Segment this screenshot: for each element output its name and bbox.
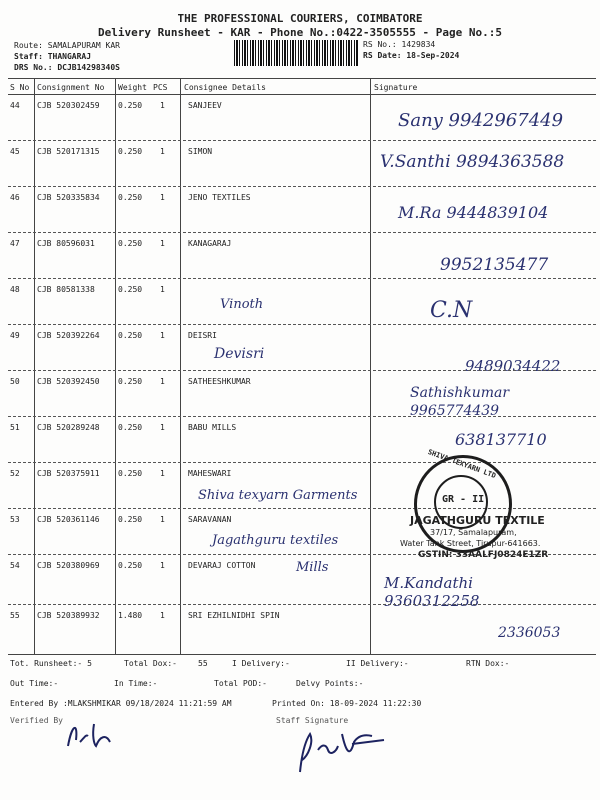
- row-sno: 52: [10, 469, 20, 478]
- row-pcs: 1: [160, 331, 165, 340]
- staff-signature: [292, 722, 402, 782]
- row-consignment: CJB 520361146: [37, 515, 100, 524]
- stamp-line3: Water Tank Street, Tirupur-641663.: [400, 539, 541, 548]
- row-handwritten-name: Vinoth: [220, 297, 264, 312]
- row-pcs: 1: [160, 611, 165, 620]
- row-consignee: KANAGARAJ: [188, 239, 232, 248]
- row-signature: 9952135477: [440, 255, 549, 275]
- col-consignee: Consignee Details: [184, 83, 266, 92]
- row-divider: [8, 278, 596, 279]
- row-consignment: CJB 520392450: [37, 377, 100, 386]
- verified-by-label: Verified By: [10, 716, 63, 725]
- entered-by: Entered By :MLAKSHMIKAR 09/18/2024 11:21:59 AM: [10, 699, 232, 708]
- drs-label: DRS No.: DCJB14298340S: [14, 63, 120, 72]
- verifier-signature: [60, 716, 130, 752]
- row-signature: 9489034422: [465, 357, 561, 375]
- row-pcs: 1: [160, 101, 165, 110]
- row-sno: 50: [10, 377, 20, 386]
- row-consignee: DEVARAJ COTTON: [188, 561, 256, 570]
- row-consignee: SARAVANAN: [188, 515, 232, 524]
- col-divider: [115, 78, 116, 654]
- row-weight: 0.250: [118, 239, 143, 248]
- row-weight: 0.250: [118, 423, 143, 432]
- row-sno: 44: [10, 101, 20, 110]
- row-weight: 0.250: [118, 469, 143, 478]
- stamp-line2: 37/17, Samalapuram,: [430, 528, 517, 537]
- col-divider: [34, 78, 35, 654]
- delvy-points-label: Delvy Points:-: [296, 679, 364, 688]
- row-consignment: CJB 80581338: [37, 285, 95, 294]
- row-consignee: MAHESWARI: [188, 469, 232, 478]
- row-consignment: CJB 520392264: [37, 331, 100, 340]
- row-handwritten-name: Devisri: [214, 346, 265, 362]
- row-sno: 54: [10, 561, 20, 570]
- row-divider: [8, 186, 596, 187]
- row-consignment: CJB 520380969: [37, 561, 100, 570]
- row-weight: 0.250: [118, 377, 143, 386]
- row-pcs: 1: [160, 285, 165, 294]
- rs-no-label: RS No.: 1429834: [363, 40, 436, 49]
- row-weight: 0.250: [118, 193, 143, 202]
- row-weight: 1.480: [118, 611, 143, 620]
- row-divider: [8, 324, 596, 325]
- row-sno: 45: [10, 147, 20, 156]
- company-title: THE PROFESSIONAL COURIERS, COIMBATORE: [177, 12, 423, 25]
- row-signature: C.N: [430, 298, 473, 323]
- row-signature: M.Ra 9444839104: [398, 203, 549, 222]
- row-divider: [8, 370, 596, 371]
- row-consignment: CJB 520302459: [37, 101, 100, 110]
- row-signature: V.Santhi 9894363588: [380, 152, 565, 172]
- row-signature: Sany 9942967449: [398, 110, 564, 131]
- tot-runsheet: Tot. Runsheet:- 5: [10, 659, 92, 668]
- stamp-ring-text: SHIVA TEXYARN LTD: [426, 447, 497, 481]
- row-sno: 48: [10, 285, 20, 294]
- row-consignee: SANJEEV: [188, 101, 222, 110]
- in-time-label: In Time:-: [114, 679, 158, 688]
- table-header-rule: [8, 94, 596, 95]
- total-dox-value: 55: [198, 659, 208, 668]
- i-delivery-label: I Delivery:-: [232, 659, 290, 668]
- row-pcs: 1: [160, 423, 165, 432]
- row-handwritten-name: Shiva texyarn Garments: [198, 488, 358, 503]
- stamp-center-text: GR - II: [442, 494, 485, 505]
- row-consignment: CJB 520389932: [37, 611, 100, 620]
- row-pcs: 1: [160, 469, 165, 478]
- row-weight: 0.250: [118, 285, 143, 294]
- row-consignment: CJB 520171315: [37, 147, 100, 156]
- row-consignment: CJB 80596031: [37, 239, 95, 248]
- row-weight: 0.250: [118, 101, 143, 110]
- total-dox-label: Total Dox:-: [124, 659, 177, 668]
- staff-signature-label: Staff Signature: [276, 716, 349, 725]
- row-consignee: SATHEESHKUMAR: [188, 377, 251, 386]
- printed-on: Printed On: 18-09-2024 11:22:30: [272, 699, 422, 708]
- row-consignment: CJB 520335834: [37, 193, 100, 202]
- row-sno: 47: [10, 239, 20, 248]
- out-time-label: Out Time:-: [10, 679, 59, 688]
- col-pcs: PCS: [153, 83, 168, 92]
- stamp-line1: JAGATHGURU TEXTILE: [410, 514, 545, 527]
- col-consignment: Consignment No: [37, 83, 105, 92]
- col-sno: S No: [10, 83, 30, 92]
- table-bottom-rule: [8, 654, 596, 655]
- row-pcs: 1: [160, 147, 165, 156]
- row-divider: [8, 416, 596, 417]
- row-pcs: 1: [160, 239, 165, 248]
- row-weight: 0.250: [118, 515, 143, 524]
- row-pcs: 1: [160, 515, 165, 524]
- runsheet-title: Delivery Runsheet - KAR - Phone No.:0422-3505555 - Page No.:5: [98, 26, 502, 39]
- row-sno: 49: [10, 331, 20, 340]
- stamp-line4: GSTIN: 33AALFJ0824E1ZR: [418, 550, 549, 560]
- row-consignee: JENO TEXTILES: [188, 193, 251, 202]
- row-pcs: 1: [160, 377, 165, 386]
- row-consignee: BABU MILLS: [188, 423, 237, 432]
- row-handwritten-name: Mills: [296, 560, 329, 575]
- row-divider: [8, 140, 596, 141]
- row-signature: 2336053: [498, 625, 561, 641]
- col-divider: [180, 78, 181, 654]
- staff-label: Staff: THANGARAJ: [14, 52, 92, 61]
- row-consignment: CJB 520375911: [37, 469, 100, 478]
- row-signature: Sathishkumar 9965774439: [410, 385, 510, 419]
- col-divider: [370, 78, 371, 654]
- row-weight: 0.250: [118, 331, 143, 340]
- row-consignee: SIMON: [188, 147, 213, 156]
- row-consignment: CJB 520289248: [37, 423, 100, 432]
- row-consignee: SRI EZHILNIDHI SPIN: [188, 611, 280, 620]
- row-signature: M.Kandathi 9360312258: [384, 574, 480, 610]
- row-weight: 0.250: [118, 147, 143, 156]
- col-signature: Signature: [374, 83, 418, 92]
- row-consignee: DEISRI: [188, 331, 217, 340]
- row-signature: 638137710: [455, 430, 547, 449]
- row-sno: 51: [10, 423, 20, 432]
- row-divider: [8, 232, 596, 233]
- rs-date-label: RS Date: 18-Sep-2024: [363, 51, 460, 60]
- col-weight: Weight: [118, 83, 147, 92]
- row-sno: 46: [10, 193, 20, 202]
- row-sno: 53: [10, 515, 20, 524]
- rtn-dox-label: RTN Dox:-: [466, 659, 510, 668]
- ii-delivery-label: II Delivery:-: [346, 659, 409, 668]
- row-divider: [8, 462, 596, 463]
- row-weight: 0.250: [118, 561, 143, 570]
- row-sno: 55: [10, 611, 20, 620]
- row-divider: [8, 604, 596, 605]
- barcode: [234, 40, 358, 66]
- table-top-rule: [8, 78, 596, 79]
- route-label: Route: SAMALAPURAM KAR: [14, 41, 120, 50]
- row-pcs: 1: [160, 193, 165, 202]
- row-handwritten-name: Jagathguru textiles: [212, 533, 339, 548]
- total-pod-label: Total POD:-: [214, 679, 267, 688]
- row-pcs: 1: [160, 561, 165, 570]
